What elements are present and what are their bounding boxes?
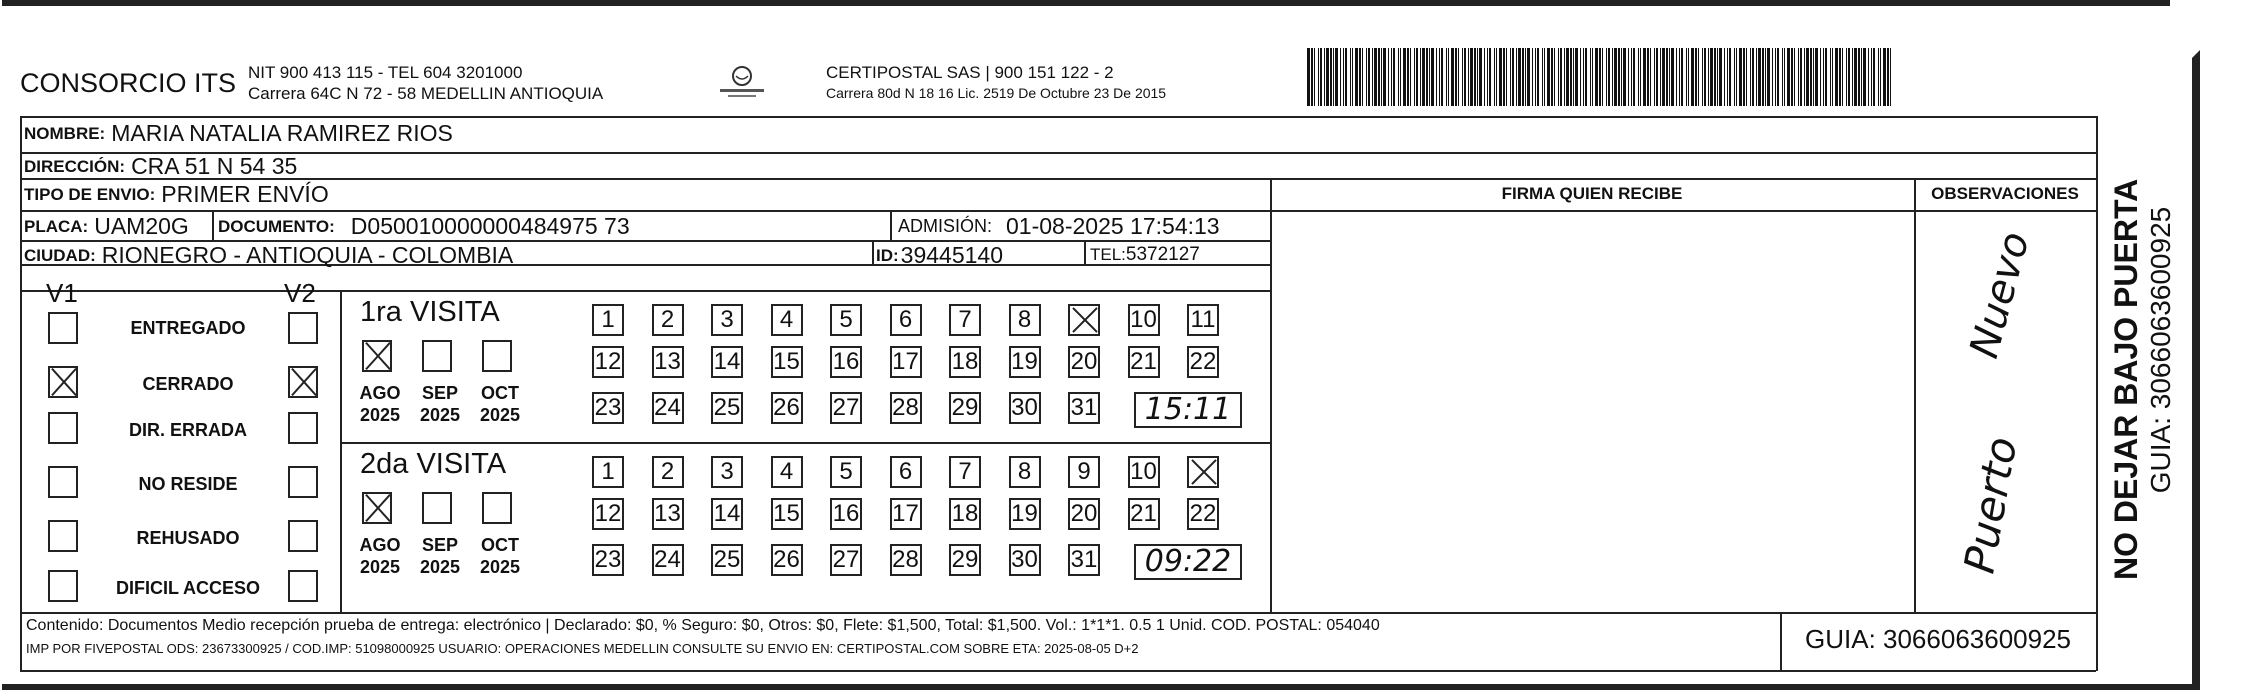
day-box-8[interactable]: 8 (1009, 304, 1041, 336)
admision-value: 01-08-2025 17:54:13 (1006, 213, 1220, 239)
v2-checkbox[interactable] (288, 312, 318, 344)
status-label: NO RESIDE (138, 474, 238, 494)
day-box-20[interactable]: 20 (1068, 346, 1100, 378)
day-box-22[interactable]: 22 (1187, 498, 1219, 530)
month-name: AGO (359, 383, 401, 403)
tel-value: 5372127 (1125, 244, 1200, 265)
day-box-3[interactable]: 3 (711, 304, 743, 336)
status-label: DIFICIL ACCESO (115, 578, 260, 598)
day-box-13[interactable]: 13 (652, 346, 684, 378)
visit-title: 1ra VISITA (360, 296, 500, 328)
month-checkbox[interactable] (422, 492, 452, 524)
status-label: ENTREGADO (130, 318, 246, 338)
v1-checkbox[interactable] (48, 570, 78, 602)
documento-field (218, 213, 630, 240)
month-label (470, 534, 530, 578)
day-box-10[interactable]: 10 (1128, 456, 1160, 488)
direccion-value: CRA 51 N 54 35 (131, 153, 298, 179)
admision-label: ADMISIÓN: (898, 216, 993, 236)
id-field (876, 242, 1003, 269)
day-box-28[interactable]: 28 (890, 392, 922, 424)
observaciones-header: OBSERVACIONES (1931, 184, 2079, 203)
handwritten-observation-top: Nuevo (1961, 227, 2039, 363)
day-box-26[interactable]: 26 (771, 392, 803, 424)
day-box-2[interactable]: 2 (652, 456, 684, 488)
month-name: OCT (481, 383, 519, 403)
side-notice-title: NO DEJAR BAJO PUERTA (2108, 178, 2144, 580)
day-box-17[interactable]: 17 (890, 498, 922, 530)
v2-checkbox[interactable] (288, 520, 318, 552)
carrier-nit: CERTIPOSTAL SAS | 900 151 122 - 2 (826, 63, 1114, 82)
month-label (350, 382, 410, 426)
day-box-26[interactable]: 26 (771, 544, 803, 576)
direccion-label: DIRECCIÓN: (24, 156, 126, 176)
footer-imp: IMP POR FIVEPOSTAL ODS: 23673300925 / COD.IMP: 51098000925 USUARIO: OPERACIONES MEDELLIN CONSULTE SU ENVIO EN: CERTIPOSTAL.COM SOBRE ETA: 2025-08-05 D+2 (26, 641, 1139, 656)
day-box-29[interactable]: 29 (949, 544, 981, 576)
tel-field (1090, 244, 1200, 266)
visit-title: 2da VISITA (360, 448, 507, 480)
day-box-14[interactable]: 14 (711, 498, 743, 530)
day-box-28[interactable]: 28 (890, 544, 922, 576)
day-box-16[interactable]: 16 (830, 498, 862, 530)
day-box-6[interactable]: 6 (890, 304, 922, 336)
rule-direccion (20, 178, 2096, 180)
v1-checkbox[interactable] (48, 312, 78, 344)
rule-left (20, 116, 22, 671)
company-info (248, 62, 603, 104)
month-label (470, 382, 530, 426)
v1-checkbox[interactable] (48, 520, 78, 552)
placa-value: UAM20G (94, 213, 189, 239)
footer-content: Contenido: Documentos Medio recepción prueba de entrega: electrónico | Declarado: $0, % Seguro: $0, Otros: $0, Flete: $1,500, Total: $1,500. Vol.: 1*1*1. 0.5 1 Unid. COD. POSTAL: 054040 (26, 617, 1380, 634)
firma-header: FIRMA QUIEN RECIBE (1501, 184, 1683, 203)
day-box-12[interactable]: 12 (592, 346, 624, 378)
placa-field (24, 213, 189, 240)
folded-corner (2170, 0, 2250, 80)
documento-value: D050010000000484975 73 (350, 213, 630, 239)
month-name: OCT (481, 535, 519, 555)
day-box-25[interactable]: 25 (711, 544, 743, 576)
month-checkbox[interactable] (422, 340, 452, 372)
status-label: CERRADO (142, 374, 234, 394)
tipo-envio-field (24, 181, 329, 208)
company-address: Carrera 64C N 72 - 58 MEDELLIN ANTIOQUIA (248, 84, 604, 103)
month-checkbox[interactable] (362, 492, 392, 524)
placa-label: PLACA: (24, 216, 89, 236)
day-box-1[interactable]: 1 (592, 456, 624, 488)
day-box-21[interactable]: 21 (1128, 498, 1160, 530)
rule-top (20, 116, 2096, 118)
v1-checkbox[interactable] (48, 366, 78, 398)
carrier-address: Carrera 80d N 18 16 Lic. 2519 De Octubre 23 De 2015 (826, 85, 1167, 101)
v2-checkbox[interactable] (288, 466, 318, 498)
v2-checkbox[interactable] (288, 366, 318, 398)
day-box-16[interactable]: 16 (830, 346, 862, 378)
v1-checkbox[interactable] (48, 412, 78, 444)
day-box-4[interactable]: 4 (771, 304, 803, 336)
day-box-6[interactable]: 6 (890, 456, 922, 488)
documento-label: DOCUMENTO: (218, 216, 335, 236)
rule-visit-split (340, 442, 1270, 444)
day-box-10[interactable]: 10 (1128, 304, 1160, 336)
visit-time: 09:22 (1134, 544, 1242, 580)
id-value: 39445140 (900, 242, 1004, 268)
footer-guia: GUIA: 3066063600925 (1805, 624, 2071, 654)
month-year: 2025 (479, 557, 521, 577)
day-box-21[interactable]: 21 (1128, 346, 1160, 378)
day-box-2[interactable]: 2 (652, 304, 684, 336)
tipo-envio-value: PRIMER ENVÍO (161, 181, 329, 207)
month-checkbox[interactable] (482, 340, 512, 372)
day-box-31[interactable]: 31 (1068, 392, 1100, 424)
rule-admision-split (890, 210, 892, 240)
day-box-24[interactable]: 24 (652, 392, 684, 424)
day-box-18[interactable]: 18 (949, 498, 981, 530)
day-box-27[interactable]: 27 (830, 544, 862, 576)
day-box-20[interactable]: 20 (1068, 498, 1100, 530)
id-label: ID: (876, 245, 899, 265)
barcode-bar (1891, 48, 1894, 106)
month-name: SEP (421, 535, 459, 555)
direccion-field (24, 153, 297, 180)
carrier-info (826, 62, 1166, 104)
handwritten-observation-bottom: Puerto (1953, 433, 2027, 577)
month-name: AGO (359, 535, 401, 555)
day-box-23[interactable]: 23 (592, 544, 624, 576)
rule-col-firma (1270, 178, 1272, 612)
day-box-9[interactable] (1068, 304, 1100, 336)
day-box-23[interactable]: 23 (592, 392, 624, 424)
company-nit: NIT 900 413 115 - TEL 604 3201000 (248, 63, 523, 82)
day-box-25[interactable]: 25 (711, 392, 743, 424)
status-label: REHUSADO (136, 528, 240, 548)
tel-label: TEL: (1090, 245, 1126, 264)
rule-placa-split (212, 210, 214, 240)
month-year: 2025 (359, 405, 401, 425)
month-checkbox[interactable] (482, 492, 512, 524)
company-name: CONSORCIO ITS (20, 68, 237, 98)
day-box-11[interactable]: 11 (1187, 304, 1219, 336)
day-box-5[interactable]: 5 (830, 304, 862, 336)
day-box-7[interactable]: 7 (949, 456, 981, 488)
barcode (1307, 48, 1897, 106)
nombre-label: NOMBRE: (24, 123, 106, 143)
day-box-11[interactable] (1187, 456, 1219, 488)
rule-status-top (20, 290, 1270, 292)
day-box-17[interactable]: 17 (890, 346, 922, 378)
day-box-3[interactable]: 3 (711, 456, 743, 488)
day-box-9[interactable]: 9 (1068, 456, 1100, 488)
side-notice (2108, 120, 2177, 580)
v2-checkbox[interactable] (288, 412, 318, 444)
v1-header: V1 (46, 278, 78, 308)
rule-tel-split (1084, 240, 1086, 266)
day-box-27[interactable]: 27 (830, 392, 862, 424)
day-box-30[interactable]: 30 (1009, 544, 1041, 576)
month-year: 2025 (419, 405, 461, 425)
day-box-5[interactable]: 5 (830, 456, 862, 488)
tipo-envio-label: TIPO DE ENVIO: (24, 184, 156, 204)
day-box-19[interactable]: 19 (1009, 498, 1041, 530)
day-box-19[interactable]: 19 (1009, 346, 1041, 378)
ciudad-label: CIUDAD: (24, 245, 96, 265)
day-box-4[interactable]: 4 (771, 456, 803, 488)
day-box-7[interactable]: 7 (949, 304, 981, 336)
rule-right (2096, 116, 2098, 671)
rule-nombre (20, 152, 2096, 154)
month-label (410, 534, 470, 578)
ciudad-value: RIONEGRO - ANTIOQUIA - COLOMBIA (101, 242, 514, 268)
rule-id-split (872, 240, 874, 266)
admision-field (898, 213, 1220, 240)
day-box-24[interactable]: 24 (652, 544, 684, 576)
day-box-22[interactable]: 22 (1187, 346, 1219, 378)
day-box-1[interactable]: 1 (592, 304, 624, 336)
day-box-13[interactable]: 13 (652, 498, 684, 530)
v2-header: V2 (284, 278, 316, 308)
month-label (350, 534, 410, 578)
nombre-field (24, 120, 453, 147)
day-box-30[interactable]: 30 (1009, 392, 1041, 424)
day-box-12[interactable]: 12 (592, 498, 624, 530)
day-box-14[interactable]: 14 (711, 346, 743, 378)
rule-footer (20, 612, 2096, 614)
day-box-15[interactable]: 15 (771, 498, 803, 530)
month-year: 2025 (359, 557, 401, 577)
day-box-8[interactable]: 8 (1009, 456, 1041, 488)
day-box-15[interactable]: 15 (771, 346, 803, 378)
month-year: 2025 (419, 557, 461, 577)
day-box-29[interactable]: 29 (949, 392, 981, 424)
day-box-31[interactable]: 31 (1068, 544, 1100, 576)
rule-firma (1270, 210, 2096, 212)
rule-col-visits (340, 290, 342, 612)
certipostal-logo-icon (712, 62, 772, 102)
nombre-value: MARIA NATALIA RAMIREZ RIOS (111, 120, 453, 146)
side-notice-guia: GUIA: 3066063600925 (2145, 206, 2176, 494)
rule-bottom (20, 670, 2096, 672)
month-name: SEP (421, 383, 459, 403)
visit-time: 15:11 (1134, 392, 1242, 428)
month-year: 2025 (479, 405, 521, 425)
month-checkbox[interactable] (362, 340, 392, 372)
v1-checkbox[interactable] (48, 466, 78, 498)
ciudad-field (24, 242, 513, 269)
v2-checkbox[interactable] (288, 570, 318, 602)
status-label: DIR. ERRADA (128, 420, 247, 440)
month-label (410, 382, 470, 426)
day-box-18[interactable]: 18 (949, 346, 981, 378)
